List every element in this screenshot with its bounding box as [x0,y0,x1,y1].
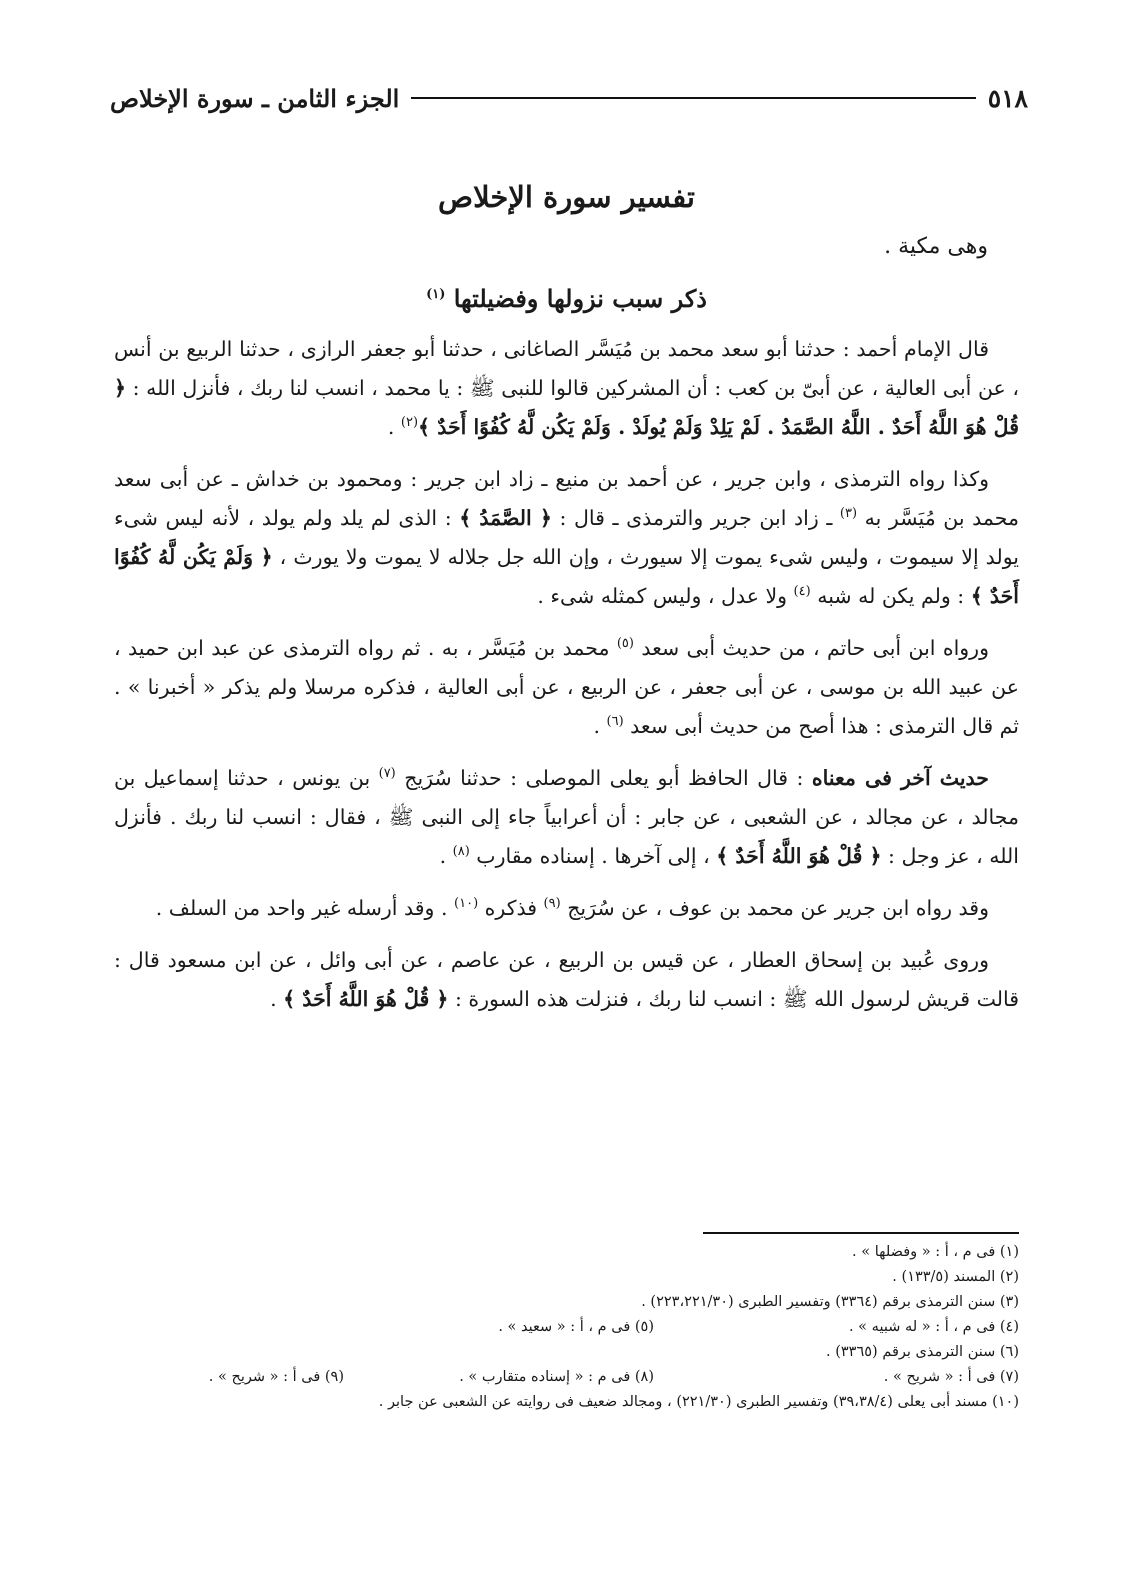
page-number: ٥١٨ [987,83,1028,113]
text-run: : الذى لم يلد ولم يولد ، لأنه ليس شىء يولد إلا سيموت ، وليس شىء يموت إلا سيورث ، وإن الله جل جلاله لا يموت ولا يورث ، [114,506,1019,569]
running-title: الجزء الثامن ـ سورة الإخلاص [110,83,400,113]
footnote-ref: (٦) [606,714,624,730]
quran-quote: ﴿ قُلْ هُوَ اللَّهُ أَحَدٌ . اللَّهُ الصَّمَدُ . لَمْ يَلِدْ وَلَمْ يُولَدْ . وَلَمْ يَكُن لَّهُ كُفُوًا أَحَدٌ ﴾ [114,376,1019,439]
footnote-9: (٩) فى أ : « شريح » . [208,1369,344,1385]
footnote-ref: (٩) [543,896,561,912]
footnote-8: (٨) فى م : « إسناده متقارب » . [459,1369,654,1385]
quran-quote: ﴿ وَلَمْ يَكُن لَّهُ كُفُوًا أَحَدٌ ﴾ [114,545,1019,608]
text-run: ـ زاد ابن جرير والترمذى ـ قال : [551,506,840,530]
footnote-10: (١٠) مسند أبى يعلى (٣٩،٣٨/٤) وتفسير الطبرى (٢٢١/٣٠) ، ومجالد ضعيف فى روايته عن الشعبى عن جابر . [378,1394,1019,1410]
footnote-ref: (٥) [616,636,634,652]
footnote-2: (٢) المسند (١٣٣/٥) . [892,1269,1019,1285]
text-run: قال الإمام أحمد : حدثنا أبو سعد محمد بن مُيَسَّر الصاغانى ، حدثنا أبو جعفر الرازى ، حدثنا الربيع بن أنس ، عن أبى العالية ، عن أبىّ بن كعب : أن المشركين قالوا للنبى ﷺ : يا محمد ، انسب لنا ربك ، فأنزل الله : [114,337,1019,400]
text-run: بن يونس ، حدثنا إسماعيل بن مجالد ، عن مجالد ، عن الشعبى ، عن جابر : أن أعرابياً جاء إلى النبى ﷺ ، فقال : انسب لنا ربك . فأنزل الله ، عز وجل : [114,766,1019,868]
header-rule [411,97,975,99]
footnote-ref: (٤) [793,584,811,600]
footnote-rule [703,1232,1019,1234]
sura-note: وهى مكية . [884,234,988,259]
text-run: ، إلى آخرها . إسناده مقارب [469,844,717,868]
footnote-ref: (١) [426,287,446,302]
paragraph-5 [114,889,1019,928]
section-title-text: ذكر سبب نزولها وفضيلتها [453,284,707,313]
footnote-ref: (٧) [378,766,396,782]
text-run: محمد بن مُيَسَّر ، به . ثم رواه الترمذى عن عبد ابن حميد ، عن عبيد الله بن موسى ، عن أبى جعفر ، عن الربيع ، عن أبى العالية ، فذكره مرسلا ولم يذكر « أخبرنا » . ثم قال الترمذى : هذا أصح من حديث أبى سعد [114,636,1019,738]
text-run: . [593,714,607,738]
footnote-row [114,1315,1019,1340]
text-run: ولا عدل ، وليس كمثله شىء . [537,584,794,608]
footnote-row [114,1340,1019,1365]
footnote-ref: (٨) [452,844,470,860]
footnote-6: (٦) سنن الترمذى برقم (٣٣٦٥) . [826,1344,1019,1360]
text-run: : ولم يكن له شبه [810,584,971,608]
paragraph-2 [114,460,1019,616]
footnote-ref: (١٠) [454,896,479,912]
quran-quote: ﴿ قُلْ هُوَ اللَّهُ أَحَدٌ ﴾ [283,987,449,1011]
paragraph-6 [114,941,1019,1019]
text-run: وقد رواه ابن جرير عن محمد بن عوف ، عن سُرَيج [560,896,989,920]
footnote-row [114,1240,1019,1265]
footnote-row [114,1290,1019,1315]
footnotes [114,1240,1019,1415]
text-run: وروى عُبيد بن إسحاق العطار ، عن قيس بن الربيع ، عن عاصم ، عن أبى وائل ، عن ابن مسعود قال : قالت قريش لرسول الله ﷺ : انسب لنا ربك ، فنزلت هذه السورة : [114,948,1019,1011]
footnote-row [114,1365,1019,1390]
paragraph-3 [114,629,1019,746]
section-title [0,284,1133,313]
text-run: وكذا رواه الترمذى ، وابن جرير ، عن أحمد بن منيع ـ زاد ابن جرير : ومحمود بن خداش ـ عن أبى سعد محمد بن مُيَسَّر به [114,467,1019,530]
quran-quote: ﴿ قُلْ هُوَ اللَّهُ أَحَدٌ ﴾ [716,844,882,868]
footnote-row [114,1390,1019,1415]
text-run: . [270,987,284,1011]
footnote-ref: (٣) [839,506,858,522]
paragraph-1 [114,330,1019,447]
page-header [110,78,1028,118]
footnote-7: (٧) فى أ : « شريح » . [883,1369,1019,1385]
footnote-ref: (٢) [400,415,419,431]
footnote-3: (٣) سنن الترمذى برقم (٣٣٦٤) وتفسير الطبرى (٢٢٣،٢٢١/٣٠) . [641,1294,1019,1310]
text-run: : قال الحافظ أبو يعلى الموصلى : حدثنا سُرَيج [395,766,812,790]
text-run: . [387,415,401,439]
quran-quote: ﴿ الصَّمَدُ ﴾ [459,506,552,530]
footnote-4: (٤) فى م ، أ : « له شبيه » . [848,1319,1019,1335]
sura-title: تفسير سورة الإخلاص [438,180,695,214]
body-text [114,330,1019,1032]
paragraph-4 [114,759,1019,876]
text-run: . [439,844,453,868]
text-run: . وقد أرسله غير واحد من السلف . [155,896,455,920]
hadith-heading: حديث آخر فى معناه [811,766,989,790]
text-run: فذكره [478,896,544,920]
text-run: ورواه ابن أبى حاتم ، من حديث أبى سعد [633,636,989,660]
footnote-5: (٥) فى م ، أ : « سعيد » . [498,1319,654,1335]
footnote-1: (١) فى م ، أ : « وفضلها » . [852,1244,1019,1260]
footnote-row [114,1265,1019,1290]
